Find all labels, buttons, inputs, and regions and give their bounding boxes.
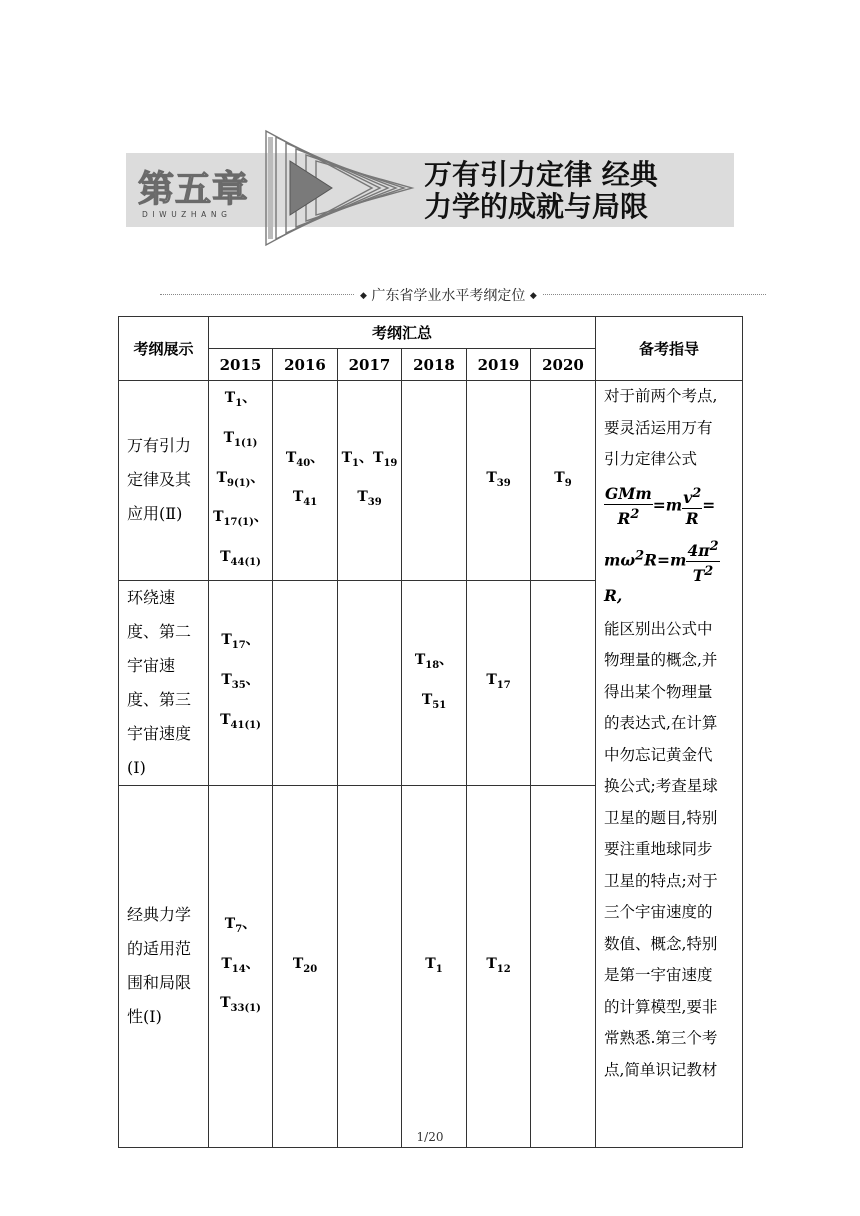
section-title — [354, 285, 543, 305]
question-cell — [531, 785, 596, 1147]
question-cell: $T_1$、 $T_{1(1)}$ $T_{9(1)}$、 $T_{17(1)}$、 $T_{44(1)}$ — [209, 381, 273, 581]
year-header: 2019 — [467, 349, 531, 381]
header-summary: 考纲汇总 — [209, 317, 596, 349]
year-header: 2020 — [531, 349, 596, 381]
chapter-pinyin: DIWUZHANG — [142, 210, 232, 219]
guide-cell: 对于前两个考点, 要灵活运用万有 引力定律公式 $\frac{\text{GMm}}{R^2}$ =m $\frac{v^2}{R}$ = $m\omega^2R=m$ $\frac{4\pi^2}{T^2}$ R, 能区别出公式中 物理量的概念,并 得出某个物理量 的表达式,在计算 中勿忘记黄金代 换公式;考查星球 卫星的题目,特别 要注重地球同步 卫星的特点;对于 三个宇宙速度的 数值、概念,特别 是第一宇宙速度 的计算模型,要非 常熟悉.第三个考 点,简单识记教材 — [596, 381, 743, 1148]
question-cell — [338, 580, 402, 785]
header-topic: 考纲展示 — [119, 317, 209, 381]
chapter-title — [424, 159, 658, 223]
gravitation-formula: $\frac{\text{GMm}}{R^2}$ =m $\frac{v^2}{R}$ = — [605, 483, 716, 528]
page-number: 1/20 — [416, 1130, 444, 1144]
diamond-icon: ◆ — [529, 291, 537, 301]
diamond-icon: ◆ — [360, 291, 367, 301]
question-cell: $T_{17}$、 $T_{35}$、 $T_{41(1)}$ — [209, 580, 273, 785]
question-cell: $T_1$ — [402, 785, 467, 1147]
chapter-title-line2: 力学的成就与局限 — [424, 190, 649, 223]
question-cell: $T_{12}$ — [467, 785, 531, 1147]
question-cell — [338, 785, 402, 1147]
question-cell — [531, 580, 596, 785]
year-header: 2015 — [209, 349, 273, 381]
question-cell: $T_{20}$ — [273, 785, 338, 1147]
question-cell — [273, 580, 338, 785]
syllabus-table — [118, 316, 743, 1148]
question-cell: $T_9$ — [531, 381, 596, 581]
chapter-title-line1: 万有引力定律 经典 — [424, 158, 658, 191]
header-guide: 备考指导 — [596, 317, 743, 381]
topic-cell: 万有引力 定律及其 应用(Ⅱ) — [119, 381, 209, 581]
question-cell: $T_7$、 $T_{14}$、 $T_{33(1)}$ — [209, 785, 273, 1147]
year-header: 2018 — [402, 349, 467, 381]
year-header: 2017 — [338, 349, 402, 381]
question-cell: $T_{18}$、 $T_{51}$ — [402, 580, 467, 785]
section-title-text: 广东省学业水平考纲定位 — [371, 288, 526, 304]
chapter-banner — [126, 127, 734, 249]
year-header: 2016 — [273, 349, 338, 381]
chapter-label: 第五章 — [138, 169, 250, 210]
question-cell: $T_{40}$、 $T_{41}$ — [273, 381, 338, 581]
topic-cell: 经典力学 的适用范 围和局限 性(Ⅰ) — [119, 785, 209, 1147]
question-cell: $T_1$、$T_{19}$ $T_{39}$ — [338, 381, 402, 581]
table-row — [119, 381, 743, 581]
angular-formula: $m\omega^2R=m$ $\frac{4\pi^2}{T^2}$ R, — [604, 538, 719, 605]
topic-cell: 环绕速 度、第二 宇宙速 度、第三 宇宙速度 (Ⅰ) — [119, 580, 209, 785]
question-cell: $T_{39}$ — [467, 381, 531, 581]
question-cell: $T_{17}$ — [467, 580, 531, 785]
question-cell — [402, 381, 467, 581]
